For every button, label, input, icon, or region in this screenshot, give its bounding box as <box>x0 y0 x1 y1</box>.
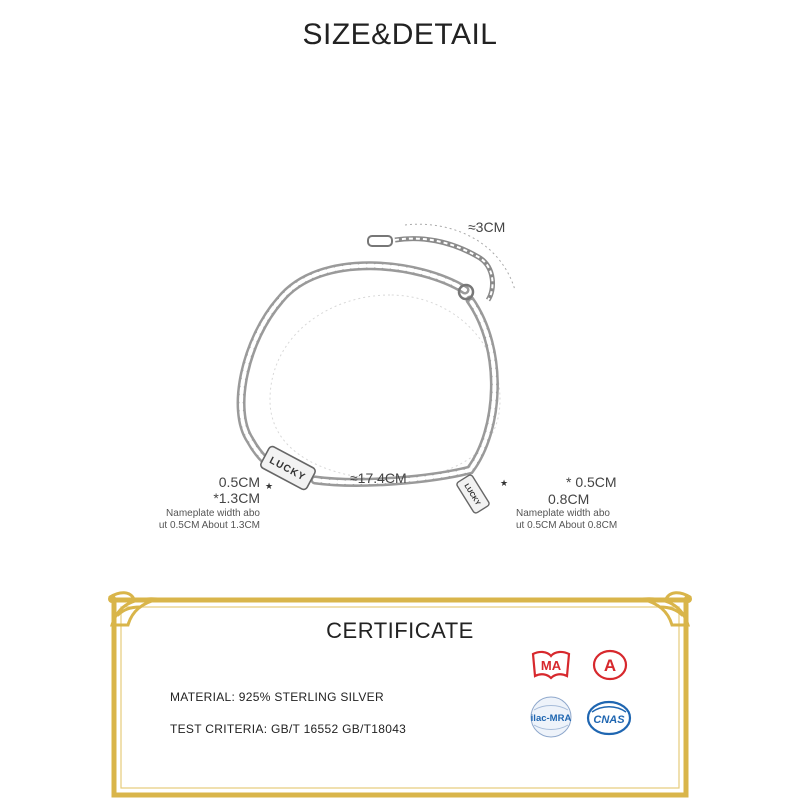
page-title: SIZE&DETAIL <box>302 18 498 51</box>
cal-logo-icon <box>590 647 630 683</box>
cnas-logo-text: CNAS <box>593 714 625 726</box>
tag-text-large: LUCKY <box>267 455 308 484</box>
small-nameplate <box>456 474 490 514</box>
right-plate-width: * 0.5CM <box>566 474 617 490</box>
certificate-title: CERTIFICATE <box>326 618 474 643</box>
cal-logo-text: A <box>603 656 617 675</box>
test-criteria-line: TEST CRITERIA: GB/T 16552 GB/T18043 <box>170 722 407 736</box>
right-plate-caption-2: ut 0.5CM About 0.8CM <box>516 520 618 531</box>
extension-length-label: ≈3CM <box>468 219 506 235</box>
left-plate-length: *1.3CM <box>213 490 260 506</box>
extender-tab <box>368 236 392 246</box>
right-plate-caption-1: Nameplate width abo <box>516 508 610 519</box>
left-plate-caption-2: ut 0.5CM About 1.3CM <box>158 520 260 531</box>
cnas-logo-icon <box>586 698 632 738</box>
ilac-mra-logo-icon <box>526 694 576 740</box>
cma-logo-text: MA <box>540 658 562 673</box>
left-plate-width: 0.5CM <box>218 474 260 490</box>
left-plate-caption-1: Nameplate width abo <box>166 508 260 519</box>
right-plate-length: 0.8CM <box>548 491 590 507</box>
tag-text-small: LUCKY <box>462 482 482 507</box>
cma-logo-icon <box>528 648 574 682</box>
material-line: MATERIAL: 925% STERLING SILVER <box>170 690 384 704</box>
star-marker-left: ★ <box>265 481 274 491</box>
size-guide-circle <box>270 295 500 480</box>
chain-length-label: ≈17.4CM <box>350 470 407 486</box>
ilac-logo-text: ilac-MRA <box>530 713 572 724</box>
star-marker-right: ★ <box>500 478 509 488</box>
